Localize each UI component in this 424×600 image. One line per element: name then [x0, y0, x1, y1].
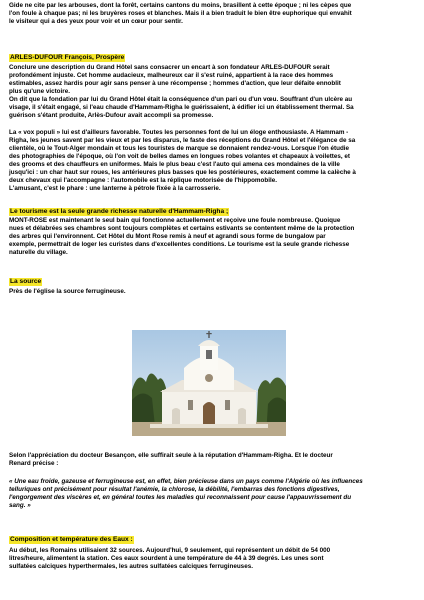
text-line: naturelle du village.	[9, 249, 68, 256]
text-line: estimables, assez hardis pour agir sans penser à une récompense ; hommes d'action, que leur défaite ennoblit	[9, 80, 341, 87]
intro-line: Gide ne cite par les arbouses, dont la forêt, certains cantons du moins, brasillent à cette époque ; ni les cèpes que	[9, 2, 352, 9]
quote-line: telluriques ont précisément pour résultat l'anémie, la chlorose, la débilité, l'embarras des fonctions digestives,	[9, 486, 340, 493]
arles-dufour-paragraph-2	[9, 129, 414, 193]
text-line: des arbres qui l'environnent. Cet Hôtel du Mont Rose remis à neuf et agrandi sous forme de bungalow par	[9, 233, 326, 240]
text-line: clientèle, où le Tout-Alger mondain et tous les touristes de marque se donnaient rendez-vous. Lorsque l'on étudie	[9, 145, 350, 152]
text-line: Au début, les Romains utilisaient 32 sources. Aujourd'hui, 9 seulement, qui représentent un débit de 54 000	[9, 547, 331, 554]
section-heading-composition: Composition et température des Eaux :	[10, 536, 133, 543]
text-line: jusqu'ici : un char haut sur roues, les antérieures plus basses que les postérieures, exactement comme la calèche à	[9, 169, 356, 176]
text-line: guérison s'étant produite, Arlès-Dufour avait accompli sa promesse.	[9, 112, 214, 119]
besancon-paragraph	[9, 452, 414, 468]
text-line: La « vox populi » lui est d'ailleurs favorable. Toutes les personnes font de lui un éloge enthousiaste. A Hammam -	[9, 129, 349, 136]
text-line: Conclure une description du Grand Hôtel sans consacrer un encart à son fondateur ARLES-DUFOUR serait	[9, 64, 330, 71]
intro-paragraph	[9, 2, 414, 26]
text-line: visage, il s'était engagé, si l'eau chaude d'Hammam-Righa le guérissaient, à édifier ici un établissement thermal. Sa	[9, 104, 354, 111]
text-line: exemple, permettrait de loger les curistes dans d'excellentes conditions. Le tourisme est la seule grande richesse	[9, 241, 350, 248]
church-photo	[132, 330, 286, 436]
text-line: L'amusant, c'est le phare : une lanterne à pétrole fixée à la carrosserie.	[9, 185, 221, 192]
section-heading-source: La source	[10, 278, 42, 285]
text-line: nues et délabrées ses chambres sont toujours complètes et certains estivants se contentent même de la protection	[9, 225, 355, 232]
composition-paragraph	[9, 547, 414, 571]
text-line: Selon l'appréciation du docteur Besançon, elle suffirait seule à la réputation d'Hammam-Righa. Et le docteur	[9, 452, 333, 459]
text-line: des grooms et des chauffeurs en uniformes. Mais le plus beau c'est l'auto qui amena ces mondaines de la ville	[9, 161, 340, 168]
text-line: MONT-ROSE est maintenant le seul bain qui fonctionne actuellement et reçoive une foule nombreuse. Quoique	[9, 217, 341, 224]
mont-rose-paragraph	[9, 217, 414, 257]
section-heading-tourisme: Le tourisme est la seule grande richesse naturelle d'Hammam-Righa ;	[10, 208, 229, 215]
intro-line: le visiteur qui a des yeux pour voir et un cœur pour sentir.	[9, 18, 183, 25]
text-line: sulfatées calciques hyperthermales, les autres sulfatées calciques ferrugineuses.	[9, 563, 253, 570]
text-line: deux chevaux qui l'accompagne : l'automobile est la réplique motorisée de l'hippomobile.	[9, 177, 277, 184]
intro-line: l'on foule à chaque pas; ni les bruyères roses et blanches. Mais il a bien traduit le bien être euphorique qui envahit	[9, 10, 352, 17]
quote-line: « Une eau froide, gazeuse et ferrugineuse est, en effet, bien précieuse dans un pays comme l'Algérie où les influences	[9, 478, 363, 485]
quote-line: l'engorgement des viscères et, en général toutes les maladies qui reconnaissent pour cause l'appauvrissement du	[9, 494, 352, 501]
photo-caption: Près de l'église la source ferrugineuse.	[9, 288, 126, 295]
text-line: des photographies de l'époque, où l'on voit de belles dames en longues robes volantes et chapeaux à voilettes, et	[9, 153, 351, 160]
text-line: litres/heure, alimentent la station. Ces eaux sourdent à une température de 44 à 39 degrés. Les unes sont	[9, 555, 324, 562]
renard-quote	[9, 478, 414, 510]
arles-dufour-paragraph-1	[9, 64, 414, 120]
section-heading-arles-dufour: ARLES-DUFOUR François, Prospère	[10, 54, 125, 61]
text-line: profondément injuste. Cet homme audacieux, malheureux car il s'est ruiné, appartient à la race des hommes	[9, 72, 334, 79]
text-line: On dit que la fondation par lui du Grand Hôtel était la conséquence d'un pari ou d'un vœu. Souffrant d'un ulcère au	[9, 96, 353, 103]
text-line: plus qu'une victoire.	[9, 88, 70, 95]
text-line: Renard précise :	[9, 460, 59, 467]
quote-line: sang. »	[9, 502, 31, 509]
text-line: Righa, les jeunes savent par les vieux et par les disparus, le faste des réceptions du Grand Hôtel et l'élégance de sa	[9, 137, 356, 144]
